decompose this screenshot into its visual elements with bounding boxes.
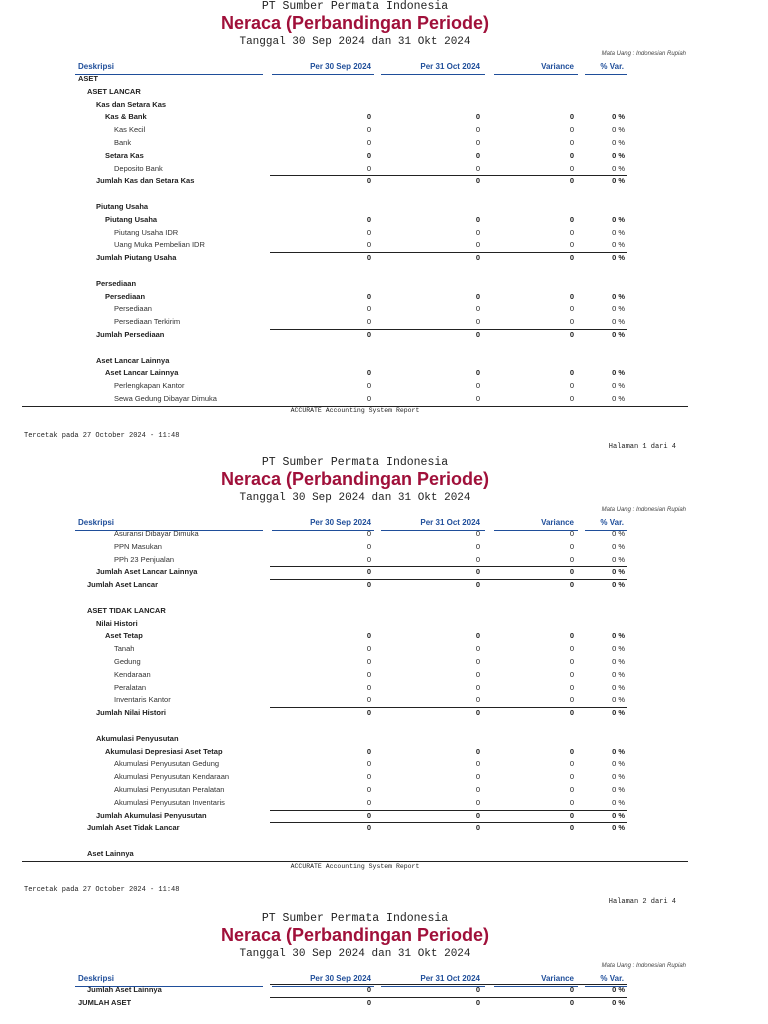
row-description: PPN Masukan: [114, 541, 162, 551]
col-sep: Per 30 Sep 2024: [310, 62, 371, 71]
value-variance: 0: [569, 759, 574, 769]
value-pct: 0 %: [612, 394, 625, 403]
table-row: [0, 278, 768, 291]
total-row: [0, 579, 768, 592]
value-pct: 0 %: [612, 759, 625, 769]
row-description: Akumulasi Depresiasi Aset Tetap: [105, 746, 223, 756]
table-row: [0, 694, 768, 707]
value-sep: 0: [366, 785, 371, 794]
value-sep: 0: [366, 554, 371, 564]
value-oct: 0: [475, 746, 480, 756]
table-row: [0, 784, 768, 797]
value-sep: 0: [366, 317, 371, 327]
value-variance: 0: [569, 138, 574, 147]
value-pct: 0 %: [612, 810, 625, 820]
row-description: Persediaan: [96, 278, 137, 288]
table-row: [0, 201, 768, 214]
table-row: [0, 528, 768, 541]
row-description: Piutang Usaha: [105, 214, 158, 224]
report-title: Neraca (Perbandingan Periode): [220, 13, 490, 33]
value-pct: 0 %: [612, 985, 625, 994]
value-pct: 0 %: [612, 163, 625, 173]
value-variance: 0: [569, 291, 574, 301]
value-variance: 0: [569, 176, 574, 186]
value-oct: 0: [475, 708, 480, 718]
table-row: [0, 554, 768, 567]
row-description: Akumulasi Penyusutan Peralatan: [114, 785, 225, 794]
value-oct: 0: [475, 381, 480, 391]
table-row: [0, 592, 768, 605]
value-pct: 0 %: [612, 785, 625, 794]
value-pct: 0 %: [612, 150, 625, 160]
table-row: [0, 124, 768, 137]
page-number: Halaman 2 dari 4: [608, 898, 676, 906]
row-description: Akumulasi Penyusutan: [96, 733, 179, 743]
row-description: Jumlah Aset Tidak Lancar: [87, 823, 180, 833]
table-row: [0, 188, 768, 201]
value-oct: 0: [475, 176, 480, 186]
value-sep: 0: [366, 541, 371, 551]
col-variance: Variance: [541, 974, 574, 983]
table-row: [0, 316, 768, 329]
col-variance: Variance: [541, 62, 574, 71]
value-sep: 0: [366, 112, 371, 122]
value-oct: 0: [475, 214, 480, 224]
total-row: [0, 984, 768, 997]
total-row: [0, 822, 768, 835]
row-description: Gedung: [114, 657, 141, 666]
value-oct: 0: [475, 985, 480, 994]
value-sep: 0: [366, 631, 371, 641]
value-oct: 0: [475, 695, 480, 705]
value-variance: 0: [569, 240, 574, 250]
total-row: [0, 252, 768, 265]
value-pct: 0 %: [612, 746, 625, 756]
row-description: Deposito Bank: [114, 163, 163, 173]
value-sep: 0: [366, 163, 371, 173]
value-pct: 0 %: [612, 695, 625, 705]
value-variance: 0: [569, 554, 574, 564]
value-pct: 0 %: [612, 644, 625, 654]
value-oct: 0: [475, 631, 480, 641]
value-pct: 0 %: [612, 214, 625, 224]
value-sep: 0: [366, 580, 371, 590]
table-row: [0, 150, 768, 163]
row-description: JUMLAH ASET: [78, 997, 132, 1007]
value-pct: 0 %: [612, 541, 625, 551]
value-oct: 0: [475, 567, 480, 577]
table-row: [0, 630, 768, 643]
value-sep: 0: [366, 176, 371, 186]
value-oct: 0: [475, 163, 480, 173]
value-variance: 0: [569, 695, 574, 705]
value-variance: 0: [569, 330, 574, 339]
value-pct: 0 %: [612, 317, 625, 327]
row-description: Inventaris Kantor: [114, 695, 171, 705]
table-row: [0, 669, 768, 682]
table-row: [0, 720, 768, 733]
value-pct: 0 %: [612, 823, 625, 833]
row-description: Aset Lainnya: [87, 849, 134, 858]
value-sep: 0: [366, 772, 371, 782]
value-variance: 0: [569, 772, 574, 782]
value-oct: 0: [475, 554, 480, 564]
row-description: Piutang Usaha: [96, 202, 149, 211]
row-description: Persediaan Terkirim: [114, 317, 181, 327]
value-variance: 0: [569, 631, 574, 641]
row-description: Aset Tetap: [105, 631, 143, 641]
value-oct: 0: [475, 657, 480, 666]
value-variance: 0: [569, 708, 574, 718]
table-row: [0, 380, 768, 393]
value-variance: 0: [569, 368, 574, 378]
value-pct: 0 %: [612, 304, 625, 314]
total-row: [0, 707, 768, 720]
value-sep: 0: [366, 708, 371, 718]
row-description: PPh 23 Penjualan: [114, 554, 175, 564]
currency-note: Mata Uang : Indonesian Rupiah: [601, 507, 686, 513]
total-row: [0, 566, 768, 579]
table-row: [0, 848, 768, 861]
currency-note: Mata Uang : Indonesian Rupiah: [601, 963, 686, 969]
value-oct: 0: [475, 125, 480, 135]
value-pct: 0 %: [612, 797, 625, 807]
value-variance: 0: [569, 112, 574, 122]
value-oct: 0: [475, 150, 480, 160]
value-sep: 0: [366, 985, 371, 994]
table-row: [0, 746, 768, 759]
row-description: ASET TIDAK LANCAR: [87, 605, 166, 615]
footer-divider: [22, 861, 688, 862]
value-sep: 0: [366, 240, 371, 250]
report-subtitle: Tanggal 30 Sep 2024 dan 31 Okt 2024: [239, 492, 471, 504]
table-row: [0, 342, 768, 355]
value-pct: 0 %: [612, 138, 625, 147]
table-row: [0, 643, 768, 656]
table-row: [0, 797, 768, 810]
printed-timestamp: Tercetak pada 27 October 2024 - 11:48: [24, 432, 180, 440]
value-variance: 0: [569, 125, 574, 135]
value-variance: 0: [569, 529, 574, 538]
system-label: ACCURATE Accounting System Report: [290, 863, 420, 870]
table-row: [0, 541, 768, 554]
table-row: [0, 835, 768, 848]
value-sep: 0: [366, 381, 371, 391]
value-pct: 0 %: [612, 368, 625, 378]
value-variance: 0: [569, 682, 574, 692]
value-oct: 0: [475, 227, 480, 237]
value-oct: 0: [475, 253, 480, 263]
col-desc: Deskripsi: [78, 62, 115, 71]
page-number: Halaman 1 dari 4: [608, 443, 676, 451]
value-sep: 0: [366, 682, 371, 692]
table-row: [0, 393, 768, 406]
value-variance: 0: [569, 785, 574, 794]
row-description: Jumlah Piutang Usaha: [96, 253, 177, 263]
value-sep: 0: [366, 330, 371, 339]
row-description: Aset Lancar Lainnya: [105, 368, 179, 378]
row-description: Akumulasi Penyusutan Kendaraan: [114, 772, 230, 782]
row-description: Tanah: [114, 644, 135, 654]
row-description: Asuransi Dibayar Dimuka: [114, 529, 199, 538]
table-row: [0, 355, 768, 368]
value-variance: 0: [569, 394, 574, 403]
col-desc: Deskripsi: [78, 974, 115, 983]
row-description: Jumlah Nilai Histori: [96, 708, 167, 718]
value-variance: 0: [569, 997, 574, 1007]
row-description: Jumlah Kas dan Setara Kas: [96, 176, 195, 186]
company-name: PT Sumber Permata Indonesia: [261, 0, 449, 13]
value-oct: 0: [475, 368, 480, 378]
row-description: Jumlah Aset Lainnya: [87, 985, 162, 994]
report-subtitle: Tanggal 30 Sep 2024 dan 31 Okt 2024: [239, 36, 471, 48]
row-description: Persediaan: [105, 291, 146, 301]
table-row: [0, 227, 768, 240]
value-pct: 0 %: [612, 580, 625, 590]
table-row: [0, 86, 768, 99]
value-variance: 0: [569, 644, 574, 654]
table-row: [0, 771, 768, 784]
value-variance: 0: [569, 214, 574, 224]
value-variance: 0: [569, 797, 574, 807]
col-sep: Per 30 Sep 2024: [310, 974, 371, 983]
value-sep: 0: [366, 125, 371, 135]
value-sep: 0: [366, 759, 371, 769]
value-variance: 0: [569, 985, 574, 994]
value-sep: 0: [366, 657, 371, 666]
value-variance: 0: [569, 381, 574, 391]
value-variance: 0: [569, 253, 574, 263]
row-description: Kendaraan: [114, 669, 151, 679]
row-description: Setara Kas: [105, 150, 144, 160]
value-variance: 0: [569, 304, 574, 314]
value-variance: 0: [569, 150, 574, 160]
value-sep: 0: [366, 823, 371, 833]
value-pct: 0 %: [612, 529, 625, 538]
value-pct: 0 %: [612, 554, 625, 564]
value-sep: 0: [366, 291, 371, 301]
value-oct: 0: [475, 580, 480, 590]
row-description: Kas & Bank: [105, 112, 147, 122]
value-oct: 0: [475, 138, 480, 147]
table-row: [0, 656, 768, 669]
col-pct: % Var.: [600, 974, 624, 983]
value-pct: 0 %: [612, 631, 625, 641]
table-row: [0, 265, 768, 278]
table-row: [0, 239, 768, 252]
report-title: Neraca (Perbandingan Periode): [220, 469, 490, 489]
value-pct: 0 %: [612, 240, 625, 250]
value-variance: 0: [569, 163, 574, 173]
value-pct: 0 %: [612, 772, 625, 782]
value-sep: 0: [366, 644, 371, 654]
value-oct: 0: [475, 541, 480, 551]
table-row: [0, 99, 768, 112]
value-sep: 0: [366, 150, 371, 160]
value-pct: 0 %: [612, 997, 625, 1007]
value-sep: 0: [366, 214, 371, 224]
total-row: [0, 329, 768, 342]
value-sep: 0: [366, 746, 371, 756]
value-oct: 0: [475, 669, 480, 679]
value-oct: 0: [475, 682, 480, 692]
row-description: Kas dan Setara Kas: [96, 99, 167, 109]
col-desc: Deskripsi: [78, 518, 115, 527]
value-variance: 0: [569, 657, 574, 666]
row-description: Jumlah Aset Lancar Lainnya: [96, 567, 198, 577]
row-description: Akumulasi Penyusutan Inventaris: [114, 797, 225, 807]
value-pct: 0 %: [612, 291, 625, 301]
value-sep: 0: [366, 529, 371, 538]
row-description: Aset Lancar Lainnya: [96, 355, 170, 365]
value-oct: 0: [475, 240, 480, 250]
value-variance: 0: [569, 227, 574, 237]
table-row: [0, 303, 768, 316]
value-pct: 0 %: [612, 227, 625, 237]
col-pct: % Var.: [600, 518, 624, 527]
row-description: ASET: [78, 74, 99, 83]
value-variance: 0: [569, 669, 574, 679]
table-row: [0, 214, 768, 227]
row-description: Jumlah Persediaan: [96, 330, 165, 339]
col-oct: Per 31 Oct 2024: [420, 518, 480, 527]
table-row: [0, 111, 768, 124]
value-oct: 0: [475, 644, 480, 654]
value-variance: 0: [569, 580, 574, 590]
value-oct: 0: [475, 304, 480, 314]
value-sep: 0: [366, 253, 371, 263]
row-description: Perlengkapan Kantor: [114, 381, 185, 391]
value-pct: 0 %: [612, 669, 625, 679]
value-sep: 0: [366, 997, 371, 1007]
value-pct: 0 %: [612, 176, 625, 186]
total-row: [0, 997, 768, 1010]
value-variance: 0: [569, 823, 574, 833]
report-subtitle: Tanggal 30 Sep 2024 dan 31 Okt 2024: [239, 948, 471, 960]
value-oct: 0: [475, 759, 480, 769]
value-sep: 0: [366, 138, 371, 147]
value-sep: 0: [366, 810, 371, 820]
value-pct: 0 %: [612, 112, 625, 122]
row-description: Sewa Gedung Dibayar Dimuka: [114, 394, 217, 403]
value-pct: 0 %: [612, 330, 625, 339]
value-pct: 0 %: [612, 682, 625, 692]
table-row: [0, 291, 768, 304]
row-description: Kas Kecil: [114, 125, 146, 135]
value-variance: 0: [569, 810, 574, 820]
value-pct: 0 %: [612, 253, 625, 263]
row-description: Peralatan: [114, 682, 147, 692]
table-row: [0, 73, 768, 86]
table-row: [0, 137, 768, 150]
value-oct: 0: [475, 394, 480, 403]
row-description: Jumlah Akumulasi Penyusutan: [96, 810, 207, 820]
company-name: PT Sumber Permata Indonesia: [261, 456, 449, 469]
value-pct: 0 %: [612, 125, 625, 135]
row-description: Persediaan: [114, 304, 152, 314]
table-row: [0, 618, 768, 631]
value-sep: 0: [366, 669, 371, 679]
col-pct: % Var.: [600, 62, 624, 71]
table-row: [0, 682, 768, 695]
company-name: PT Sumber Permata Indonesia: [261, 912, 449, 925]
value-oct: 0: [475, 797, 480, 807]
col-oct: Per 31 Oct 2024: [420, 974, 480, 983]
value-oct: 0: [475, 823, 480, 833]
table-row: [0, 733, 768, 746]
value-variance: 0: [569, 317, 574, 327]
col-oct: Per 31 Oct 2024: [420, 62, 480, 71]
value-sep: 0: [366, 394, 371, 403]
col-variance: Variance: [541, 518, 574, 527]
value-variance: 0: [569, 746, 574, 756]
value-oct: 0: [475, 772, 480, 782]
value-oct: 0: [475, 997, 480, 1007]
row-description: Uang Muka Pembelian IDR: [114, 240, 205, 250]
row-description: ASET LANCAR: [87, 86, 141, 96]
value-oct: 0: [475, 785, 480, 794]
table-row: [0, 605, 768, 618]
value-sep: 0: [366, 368, 371, 378]
currency-note: Mata Uang : Indonesian Rupiah: [601, 51, 686, 57]
row-description: Jumlah Aset Lancar: [87, 580, 158, 590]
value-variance: 0: [569, 567, 574, 577]
value-variance: 0: [569, 541, 574, 551]
row-description: Akumulasi Penyusutan Gedung: [114, 759, 220, 769]
value-sep: 0: [366, 227, 371, 237]
value-oct: 0: [475, 529, 480, 538]
value-sep: 0: [366, 797, 371, 807]
value-pct: 0 %: [612, 708, 625, 718]
value-sep: 0: [366, 304, 371, 314]
table-row: [0, 163, 768, 176]
system-label: ACCURATE Accounting System Report: [290, 407, 420, 414]
value-pct: 0 %: [612, 381, 625, 391]
printed-timestamp: Tercetak pada 27 October 2024 - 11:48: [24, 886, 180, 894]
row-description: Piutang Usaha IDR: [114, 227, 179, 237]
table-row: [0, 758, 768, 771]
value-pct: 0 %: [612, 657, 625, 666]
value-oct: 0: [475, 112, 480, 122]
value-oct: 0: [475, 810, 480, 820]
value-sep: 0: [366, 695, 371, 705]
value-oct: 0: [475, 317, 480, 327]
value-oct: 0: [475, 291, 480, 301]
total-row: [0, 810, 768, 823]
row-description: Bank: [114, 138, 132, 147]
total-row: [0, 175, 768, 188]
table-row: [0, 367, 768, 380]
row-description: Nilai Histori: [96, 618, 138, 628]
col-sep: Per 30 Sep 2024: [310, 518, 371, 527]
value-oct: 0: [475, 330, 480, 339]
value-pct: 0 %: [612, 567, 625, 577]
report-title: Neraca (Perbandingan Periode): [220, 925, 490, 945]
value-sep: 0: [366, 567, 371, 577]
